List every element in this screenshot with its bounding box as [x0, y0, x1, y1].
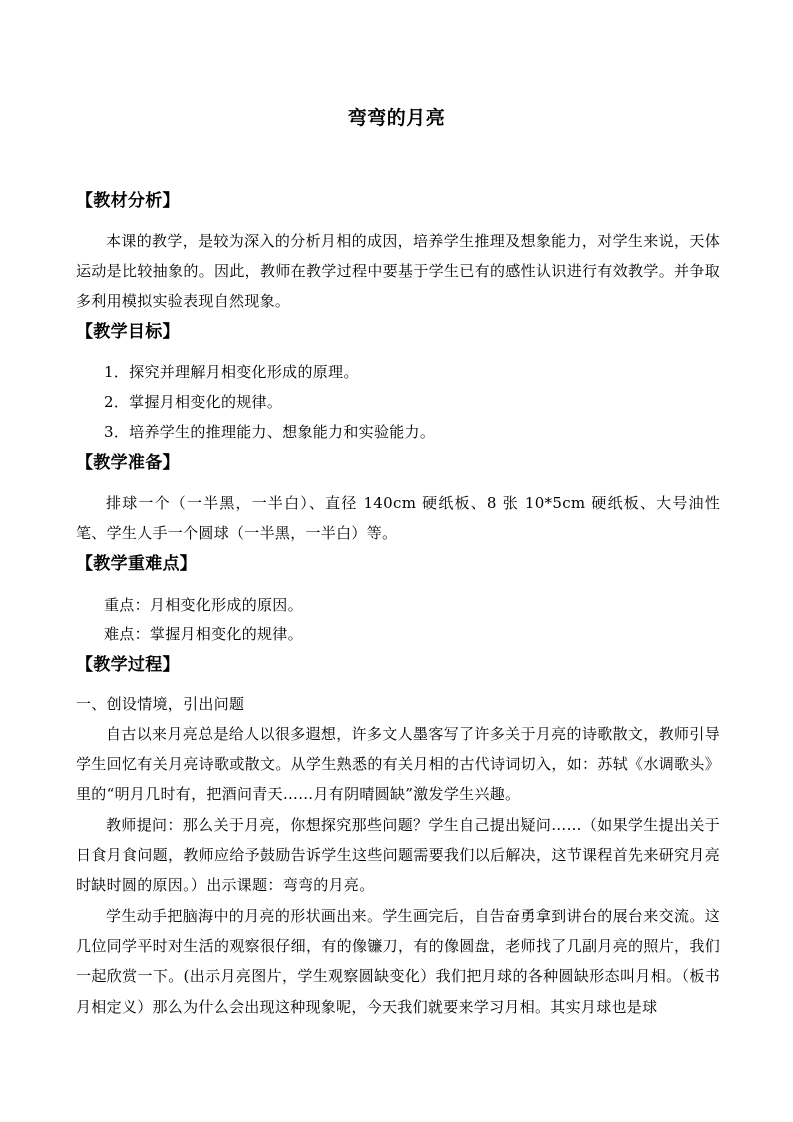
goal-item-2: 2．掌握月相变化的规律。	[104, 393, 283, 411]
goal-item-3: 3．培养学生的推理能力、想象能力和实验能力。	[104, 423, 436, 441]
heading-teaching-goals: 【教学目标】	[76, 322, 180, 342]
process-paragraph-3: 学生动手把脑海中的月亮的形状画出来。学生画完后，自告奋勇拿到讲台的展台来交流。这几位同学平时对生活的观察很仔细，有的像镰刀，有的像圆盘，老师找了几副月亮的照片，我们一起欣赏一下。(出示月亮图片，学生观察圆缺变化）我们把月球的各种圆缺形态叫月相。（板书月相定义）那么为什么会出现这种现象呢，今天我们就要来学习月相。其实月球也是球	[76, 907, 720, 1016]
analysis-paragraph: 本课的教学，是较为深入的分析月相的成因，培养学生推理及想象能力，对学生来说，天体运动是比较抽象的。因此，教师在教学过程中要基于学生已有的感性认识进行有效教学。并争取多利用模拟实验表现自然现象。	[76, 232, 720, 311]
document-title: 弯弯的月亮	[347, 107, 446, 129]
process-paragraph-2: 教师提问：那么关于月亮，你想探究那些问题？学生自己提出疑问……（如果学生提出关于日食月食问题，教师应给予鼓励告诉学生这些问题需要我们以后解决，这节课程首先来研究月亮时缺时圆的原因。）出示课题：弯弯的月亮。	[76, 816, 720, 895]
process-step-1-title: 一、创设情境，引出问题	[76, 695, 245, 713]
heading-textbook-analysis: 【教材分析】	[76, 191, 180, 211]
heading-key-points: 【教学重难点】	[76, 554, 198, 574]
heading-teaching-preparation: 【教学准备】	[76, 453, 180, 473]
heading-teaching-process: 【教学过程】	[76, 655, 180, 675]
key-point-difficulty: 难点：掌握月相变化的规律。	[104, 625, 303, 643]
goal-item-1: 1．探究并理解月相变化形成的原理。	[104, 363, 359, 381]
preparation-paragraph: 排球一个（一半黑，一半白）、直径 140cm 硬纸板、8 张 10*5cm 硬纸板、大号油性笔、学生人手一个圆球（一半黑，一半白）等。	[76, 494, 720, 543]
process-paragraph-1: 自古以来月亮总是给人以很多遐想，许多文人墨客写了许多关于月亮的诗歌散文，教师引导学生回忆有关月亮诗歌或散文。从学生熟悉的有关月相的古代诗词切入，如：苏轼《水调歌头》里的“明月几时有，把酒问青天……月有阴晴圆缺”激发学生兴趣。	[76, 725, 720, 804]
key-point-focus: 重点：月相变化形成的原因。	[104, 596, 303, 614]
